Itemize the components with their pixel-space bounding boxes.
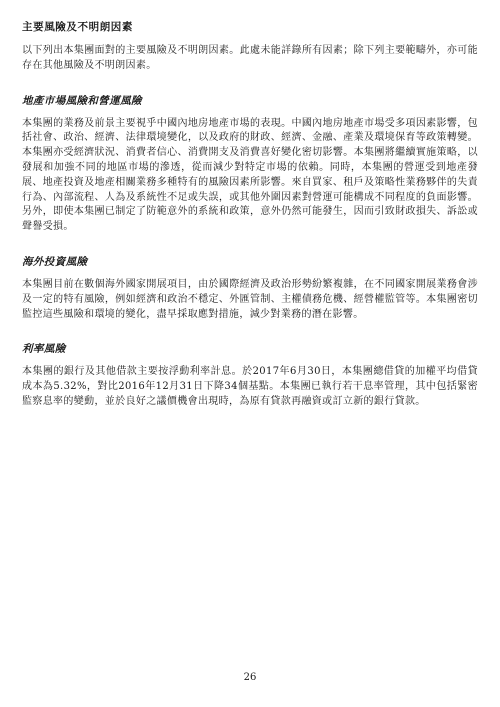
page-number: 26 (243, 672, 257, 683)
subheading-property-market-risk: 地產市場風險和營運風險 (22, 94, 142, 107)
subheading-interest-rate-risk: 利率風險 (22, 343, 66, 356)
intro-paragraph: 以下列出本集團面對的主要風險及不明朗因素。此處未能詳錄所有因素；除下列主要範疇外，亦可能存在其他風險及不明朗因素。 (22, 45, 478, 71)
paragraph-interest-rate-risk: 本集團的銀行及其他借款主要按浮動利率計息。於2017年6月30日，本集團總借貸的加權平均借貸成本為5.32%，對比2016年12月31日下降34個基點。本集團已執行若干息率管理，其中包括緊密監察息率的變動，並於良好之議價機會出現時，為原有貸款再融資或訂立新的銀行貸款。 (22, 366, 478, 407)
section-heading-principal-risks: 主要風險及不明朗因素 (22, 21, 133, 33)
paragraph-overseas-investment-risk: 本集團目前在數個海外國家開展項目，由於國際經濟及政治形勢紛繁複雜，在不同國家開展業務會涉及一定的特有風險，例如經濟和政治不穩定、外匯管制、主權債務危機、經營權監管等。本集團密切監控這些風險和環境的變化，盡早採取應對措施，減少對業務的潛在影響。 (22, 278, 478, 320)
page-content (22, 20, 478, 430)
subheading-overseas-investment-risk: 海外投資風險 (22, 255, 88, 268)
paragraph-property-market-risk: 本集團的業務及前景主要視乎中國內地房地產市場的表現。中國內地房地產市場受多項因素影響，包括社會、政治、經濟、法律環境變化，以及政府的財政、經濟、金融、產業及環境保育等政策轉變。本集團亦受經濟狀況、消費者信心、消費開支及消費喜好變化密切影響。本集團將繼續實施策略，以發展和加強不同的地區市場的滲透，從而減少對特定市場的依賴。同時，本集團的營運受到地產發展、地產投資及地產相關業務多種特有的風險因素所影響。來自買家、租戶及策略性業務夥伴的失責行為、內部流程、人為及系統性不足或失誤，或其他外圍因素對營運可能構成不同程度的負面影響。另外，即使本集團已制定了防範意外的系統和政策，意外仍然可能發生，因而引致財政損失、訴訟或聲譽受損。 (22, 117, 478, 233)
